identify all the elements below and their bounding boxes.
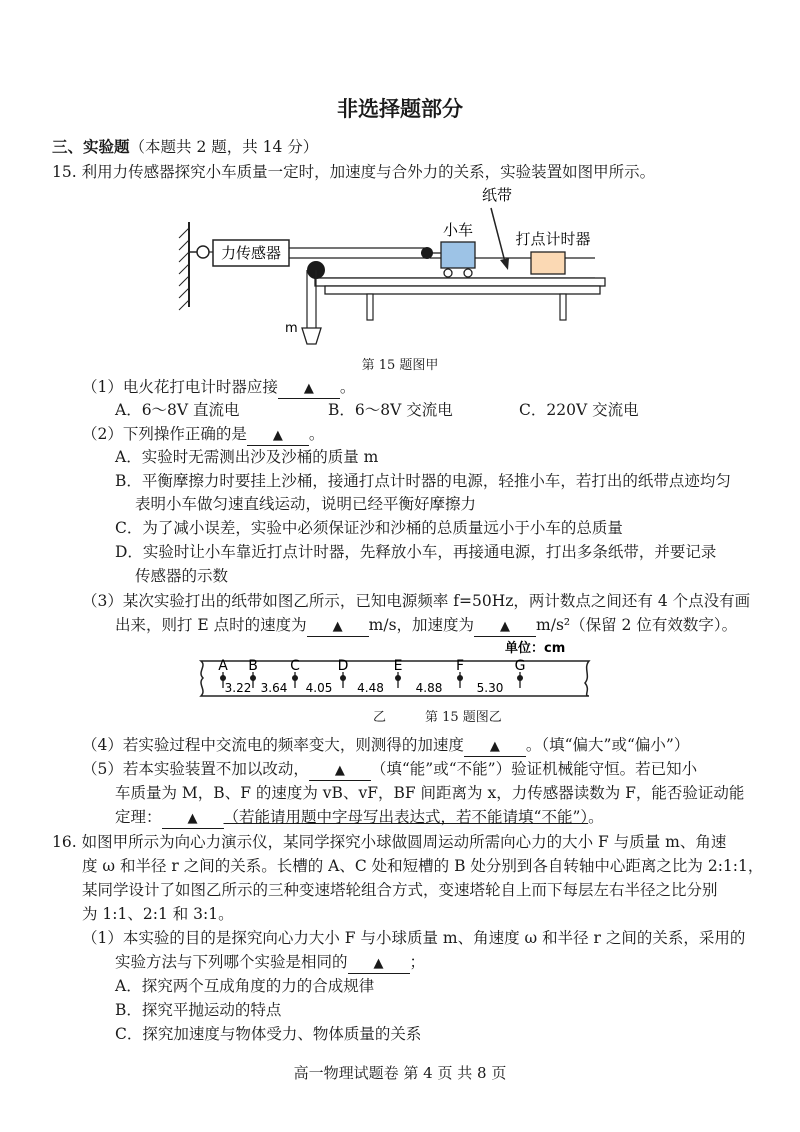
q15-part-1: （1）电火花打电计时器应接 ▲ 。	[82, 376, 355, 399]
question-16-stem-line3: 某同学设计了如图乙所示的三种变速塔轮组合方式，变速塔轮自上而下每层左右半径之比分别	[82, 881, 718, 899]
option-b: B．平衡摩擦力时要挂上沙桶，接通打点计时器的电源，轻推小车，若打出的纸带点迹均匀	[115, 472, 731, 490]
force-sensor-label: 力传感器	[220, 244, 282, 262]
section-heading	[52, 136, 318, 158]
q15-part-2: （2）下列操作正确的是 ▲ 。	[82, 423, 324, 446]
question-16-stem-line2: 度 ω 和半径 r 之间的关系。长槽的 A、C 处和短槽的 B 处分别到各自转轴中心距离之比为 2:1:1，	[82, 857, 764, 875]
tape-point-label: A	[218, 658, 228, 674]
q15-part-4: （4）若实验过程中交流电的频率变大，则测得的加速度 ▲ 。（填“偏大”或“偏小”）	[82, 734, 689, 757]
option-a: A．探究两个互成角度的力的合成规律	[115, 977, 375, 995]
cart-label: 小车	[442, 221, 474, 239]
q15-part-3-line2: 出来，则打 E 点时的速度为 ▲ m/s，加速度为 ▲ m/s²（保留 2 位有效数字）。	[115, 614, 737, 637]
cart	[441, 242, 475, 268]
option-c: C．探究加速度与物体受力、物体质量的关系	[115, 1025, 422, 1043]
q15-part-5-line3: 定理： ▲ （若能请用题中字母写出表达式，若不能请填“不能”）。	[115, 806, 604, 829]
option-c: C．220V 交流电	[519, 401, 639, 419]
q16-part-1-line2: 实验方法与下列哪个实验是相同的 ▲ ；	[115, 951, 425, 974]
option-a: A．实验时无需测出沙及沙桶的质量 m	[115, 448, 379, 466]
answer-blank[interactable]: ▲	[162, 810, 224, 829]
tape-distance-label: 3.64	[260, 681, 288, 695]
answer-blank[interactable]: ▲	[278, 380, 340, 399]
board-base	[325, 286, 600, 294]
section-label: 三、实验题	[52, 138, 130, 156]
tape-point-label: C	[290, 658, 300, 674]
tape-distance-label: 3.22	[224, 681, 252, 695]
unit-label: 单位：cm	[505, 641, 566, 656]
apparatus-figure	[175, 182, 625, 352]
option-b: B．6～8V 交流电	[328, 401, 453, 419]
knot	[421, 247, 433, 259]
tape-point-label: B	[248, 658, 258, 674]
question-15-stem	[52, 161, 655, 183]
answer-blank[interactable]: ▲	[348, 955, 410, 974]
timer	[531, 252, 565, 274]
question-number: 15.	[52, 163, 77, 181]
tape-arrow	[491, 208, 505, 262]
answer-blank[interactable]: ▲	[247, 427, 309, 446]
figure-yi-caption: 第 15 题图乙	[425, 710, 502, 725]
board	[315, 278, 605, 286]
tape-point-label: G	[514, 658, 526, 674]
tape-point-label: D	[337, 658, 349, 674]
tape-figure	[185, 636, 605, 706]
question-text: 利用力传感器探究小车质量一定时，加速度与合外力的关系，实验装置如图甲所示。	[81, 163, 656, 181]
page-title: 非选择题部分	[337, 97, 463, 121]
answer-blank[interactable]: ▲	[309, 762, 371, 781]
figure-yi-label: 乙	[373, 710, 387, 725]
option-c: C．为了减小误差，实验中必须保证沙和沙桶的总质量远小于小车的总质量	[115, 519, 623, 537]
option-b-cont: 表明小车做匀速直线运动，说明已经平衡好摩擦力	[135, 495, 477, 513]
question-16-stem-line4: 为 1:1、2:1 和 3:1。	[82, 905, 234, 923]
wall-hatching	[179, 228, 189, 310]
answer-blank[interactable]: ▲	[474, 618, 536, 637]
sand-bucket	[302, 328, 321, 344]
tape-point-label: E	[393, 658, 403, 674]
q16-part-1-line1: （1）本实验的目的是探究向心力大小 F 与小球质量 m、角速度 ω 和半径 r 之间的关系，采用的	[82, 929, 746, 947]
tape-distance-label: 4.05	[305, 681, 333, 695]
question-number: 16.	[52, 833, 77, 851]
option-d: D．实验时让小车靠近打点计时器，先释放小车，再接通电源，打出多条纸带，并要记录	[115, 543, 717, 561]
answer-blank[interactable]: ▲	[307, 618, 369, 637]
section-note: （本题共 2 题，共 14 分）	[129, 138, 319, 156]
timer-label: 打点计时器	[515, 230, 591, 248]
tape-distance-label: 5.30	[476, 681, 504, 695]
option-a: A．6～8V 直流电	[115, 401, 240, 419]
figure-jia-caption: 第 15 题图甲	[361, 358, 439, 373]
option-b: B．探究平抛运动的特点	[115, 1001, 282, 1019]
tape-point-label: F	[455, 658, 465, 674]
tape-label: 纸带	[481, 186, 513, 204]
tape-distance-label: 4.48	[357, 681, 384, 695]
option-d-cont: 传感器的示数	[135, 567, 229, 585]
ring	[197, 246, 209, 258]
tape-distance-label: 4.88	[415, 681, 443, 695]
question-16-stem-line1: 16. 如图甲所示为向心力演示仪，某同学探究小球做圆周运动所需向心力的大小 F 与质量 m、角速	[52, 833, 727, 851]
q15-part-3-line1: （3）某次实验打出的纸带如图乙所示，已知电源频率 f=50Hz，两计数点之间还有 4 个点没有画	[82, 592, 751, 610]
page-footer: 高一物理试题卷 第 4 页 共 8 页	[293, 1064, 507, 1082]
q15-part-5-line2: 车质量为 M，B、F 的速度为 vB、vF，BF 间距离为 x，力传感器读数为 F，能否验证动能	[115, 784, 745, 802]
q15-part-5-line1: （5）若本实验装置不加以改动， ▲ （填“能”或“不能”）验证机械能守恒。若已知小	[82, 758, 697, 781]
answer-blank[interactable]: ▲	[464, 738, 526, 757]
mass-label: m	[285, 321, 298, 336]
